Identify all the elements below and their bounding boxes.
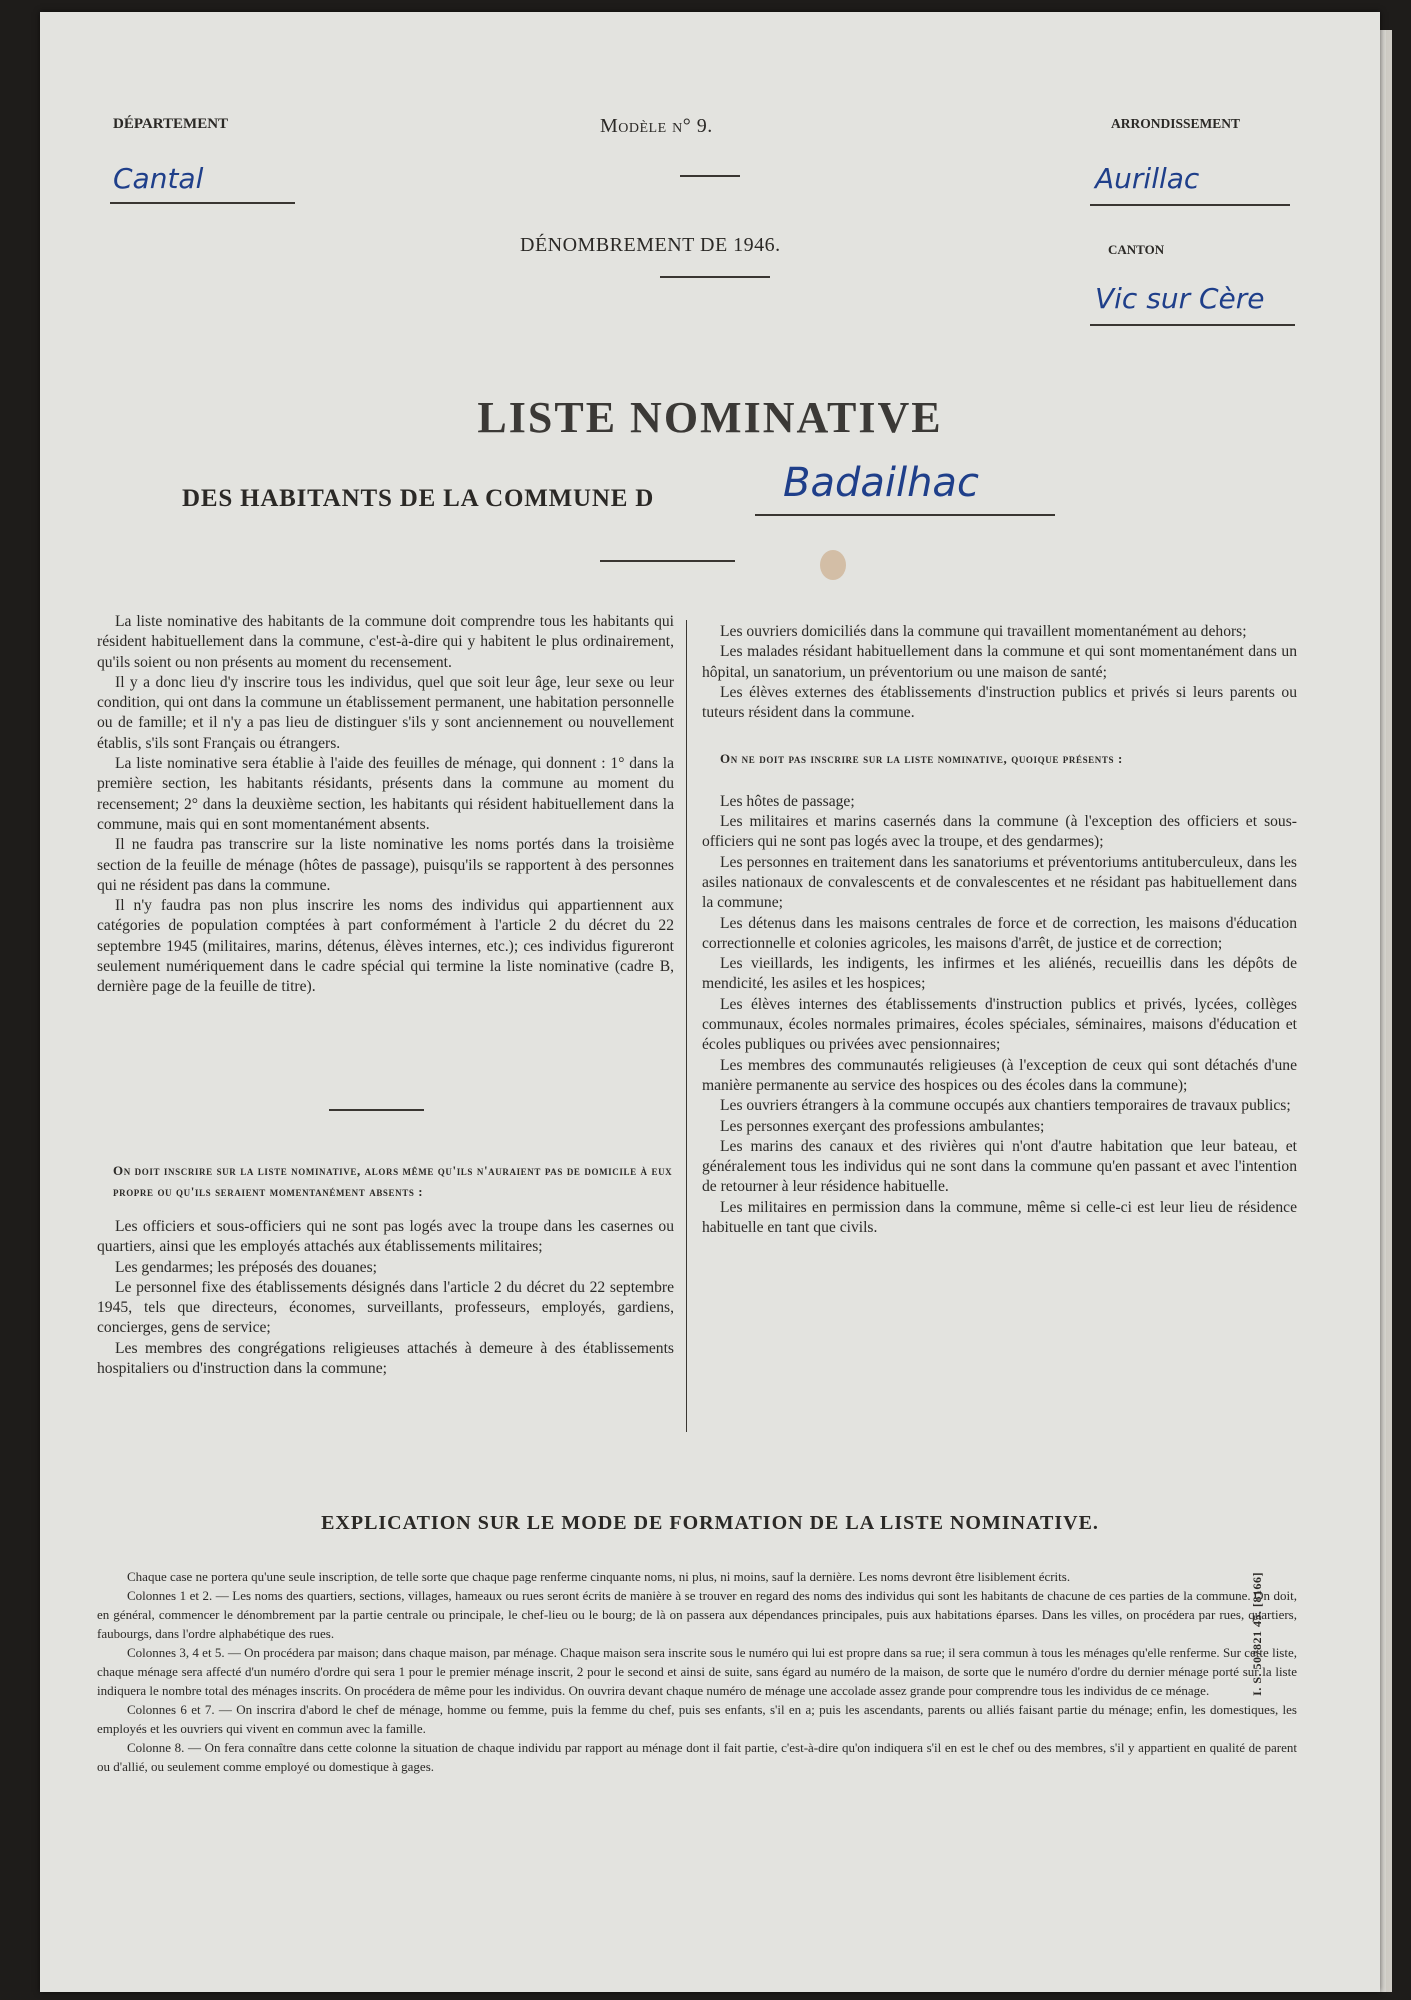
paragraph: Il ne faudra pas transcrire sur la liste nominative les noms portés dans la troisième section de la feuille de ménage (hôtes de passage), puisqu'ils se rapportent à des personnes qui ne résident pas dans la commune. (97, 836, 674, 894)
census-form-page (40, 12, 1380, 1992)
list-item: Les gendarmes; les préposés des douanes; (115, 1258, 377, 1276)
list-item: Les personnes exerçant des professions ambulantes; (720, 1117, 1045, 1135)
title-bottom-divider (600, 560, 735, 562)
left-column (97, 612, 674, 998)
list-item: Les membres des congrégations religieuses attachés à demeure à des établissements hospitaliers ou d'instruction dans la commune; (97, 1339, 674, 1378)
list-item: Les élèves internes des établissements d'instruction publics et privés, lycées, collèges communaux, écoles normales primaires, écoles spéciales, séminaires, maisons d'éducation et écoles publiques ou privées avec pensionnaires; (702, 995, 1297, 1054)
column-divider (686, 620, 687, 1432)
title-divider (660, 276, 770, 278)
modele-number: Modèle n° 9. (600, 115, 713, 137)
arrondissement-value: Aurillac (1095, 162, 1200, 195)
departement-value: Cantal (113, 162, 204, 195)
denombrement-title: DÉNOMBREMENT DE 1946. (520, 234, 781, 256)
list-item: Les hôtes de passage; (720, 792, 855, 810)
list-item: Les ouvriers étrangers à la commune occupés aux chantiers temporaires de travaux publics; (720, 1097, 1291, 1115)
paragraph: La liste nominative sera établie à l'aide des feuilles de ménage, qui donnent : 1° dans la première section, les habitants résidants, présents dans la commune au moment du recensement; 2° dans la deuxième section, les habitants qui résident habituellement dans la commune, mais qui en sont momentanément absents. (97, 755, 674, 833)
canton-value: Vic sur Cère (1095, 282, 1265, 315)
print-reference-code: I. S. 507821 45. [8166] (1250, 1572, 1264, 1696)
list-item: Les militaires en permission dans la commune, même si celle-ci est leur lieu de résidence habituelle en tant que civils. (702, 1198, 1297, 1237)
commune-line (182, 485, 654, 513)
paragraph: Colonnes 6 et 7. — On inscrira d'abord le chef de ménage, homme ou femme, puis la femme du chef, puis ses enfants, s'il en a; puis les ascendants, parents ou alliés faisant partie du ménage; enfin, les domestiques, les employés et les ouvriers qui vivent en commun avec la famille. (97, 1702, 1297, 1736)
paper-stain (820, 550, 846, 580)
sheet-edge (1386, 30, 1392, 1992)
list-item: Les membres des communautés religieuses (à l'exception de ceux qui sont détachés d'une manière permanente au service des hospices ou des écoles dans la commune); (702, 1056, 1297, 1094)
canton-rule (1090, 324, 1295, 326)
commune-value: Badailhac (783, 460, 979, 506)
explication-title: EXPLICATION SUR LE MODE DE FORMATION DE LA LISTE NOMINATIVE. (321, 1512, 1099, 1534)
commune-rule (755, 514, 1055, 516)
departement-rule (110, 202, 295, 204)
list-item: Les élèves externes des établissements d'instruction publics et privés si leurs parents ou tuteurs résident dans la commune. (702, 683, 1297, 722)
list-item: Les officiers et sous-officiers qui ne sont pas logés avec la troupe dans les casernes ou quartiers, ainsi que les employés attachés aux établissements militaires; (97, 1218, 674, 1256)
paragraph: Colonnes 3, 4 et 5. — On procédera par maison; dans chaque maison, par ménage. Chaque maison sera inscrite sous le numéro qui lui est propre dans sa rue; il sera commun à tous les ménages qu'elle renferme. Sur cette liste, chaque ménage sera affecté d'un numéro d'ordre qui sera 1 pour le premier ménage inscrit, 2 pour le second et ainsi de suite, sans égard au numéro de la maison, de sorte que le numéro d'ordre du dernier ménage porté sur la liste indiquera le nombre total des ménages inscrits. On procédera de même pour les individus. On ouvrira devant chaque numéro de ménage une accolade assez grande pour comprendre tous les individus de ce ménage. (97, 1645, 1297, 1698)
left-subhead: On doit inscrire sur la liste nominative, alors même qu'ils n'auraient pas de domicile à eux propre ou qu'ils seraient momentanément absents : (113, 1163, 673, 1199)
list-item: Le personnel fixe des établissements désignés dans l'article 2 du décret du 22 septembre 1945, tels que directeurs, économes, surveillants, professeurs, employés, gardiens, concierges, gens de service; (97, 1278, 674, 1337)
main-title: LISTE NOMINATIVE (477, 393, 943, 442)
paragraph: Colonne 8. — On fera connaître dans cette colonne la situation de chaque individu par rapport au ménage dont il fait partie, c'est-à-dire qu'on indiquera s'il en est le chef ou des membres, s'il y appartient en qualité de parent ou d'allié, ou seulement comme employé ou domestique à gages. (97, 1740, 1297, 1774)
canton-label: CANTON (1108, 242, 1165, 257)
paragraph: Chaque case ne portera qu'une seule inscription, de telle sorte que chaque page renferme cinquante noms, ni plus, ni moins, sauf la dernière. Les noms devront être lisiblement écrits. (127, 1569, 1071, 1584)
right-column (702, 622, 1297, 1238)
paragraph: La liste nominative des habitants de la commune doit comprendre tous les habitants qui résident habituellement dans la commune, c'est-à-dire qui y habitent le plus ordinairement, qu'ils soient ou non présents au moment du recensement. (97, 613, 674, 671)
departement-label: DÉPARTEMENT (113, 116, 229, 132)
paragraph: Il n'y faudra pas non plus inscrire les noms des individus qui appartiennent aux catégories de population comptées à part conformément à l'article 2 du décret du 22 septembre 1945 (militaires, marins, détenus, élèves internes, etc.); ces individus figureront seulement numériquement dans le cadre spécial qui termine la liste nominative (cadre B, dernière page de la feuille de titre). (97, 897, 674, 996)
arrondissement-label: ARRONDISSEMENT (1111, 116, 1241, 131)
list-item: Les ouvriers domiciliés dans la commune qui travaillent momentanément au dehors; (720, 623, 1247, 640)
list-item: Les militaires et marins casernés dans la commune (à l'exception des officiers et sous-officiers qui ne sont pas logés avec la troupe, et des gendarmes); (702, 813, 1297, 851)
right-subhead: On ne doit pas inscrire sur la liste nominative, quoique présents : (720, 751, 1123, 767)
list-item: Les personnes en traitement dans les sanatoriums et préventoriums antituberculeux, dans les asiles nationaux de convalescents et de convalescentes et ne résidant pas habituellement dans la commune; (702, 853, 1297, 912)
header-divider (680, 175, 740, 177)
list-item: Les malades résidant habituellement dans la commune et qui sont momentanément dans un hôpital, un sanatorium, un préventorium ou une maison de santé; (702, 643, 1297, 681)
list-item: Les marins des canaux et des rivières qui n'ont d'autre habitation que leur bateau, et généralement tous les individus qui ne sont dans la commune qu'en passant et avec l'intention de retourner à leur résidence habituelle. (702, 1137, 1297, 1196)
commune-prefix: DES HABITANTS DE LA COMMUNE D (182, 485, 655, 512)
left-column-divider (329, 1109, 424, 1111)
explication-text (97, 1567, 1297, 1776)
left-list (97, 1217, 674, 1379)
list-item: Les détenus dans les maisons centrales de force et de correction, les maisons d'éducation correctionnelle et colonies agricoles, les maisons d'arrêt, de justice et de correction; (702, 914, 1297, 952)
list-item: Les vieillards, les indigents, les infirmes et les aliénés, recueillis dans les dépôts de mendicité, les asiles et les hospices; (702, 955, 1297, 993)
arrondissement-rule (1090, 204, 1290, 206)
paragraph: Il y a donc lieu d'y inscrire tous les individus, quel que soit leur âge, leur sexe ou leur condition, qui ont dans la commune un établissement permanent, une habitation personnelle ou de famille; et il n'y a pas lieu de distinguer s'ils y sont anciennement ou nouvellement établis, s'ils sont Français ou étrangers. (97, 673, 674, 752)
paragraph: Colonnes 1 et 2. — Les noms des quartiers, sections, villages, hameaux ou rues seront écrits de manière à se trouver en regard des noms des individus qui sont les habitants de chacune de ces parties de la commune. On doit, en général, commencer le dénombrement par la partie centrale ou principale, le chef-lieu ou le bourg; de là on passera aux dépendances principales, puis aux habitations éparses. Dans les villes, on procédera par rues, quartiers, faubourgs, dans l'ordre alphabétique des rues. (97, 1588, 1297, 1641)
